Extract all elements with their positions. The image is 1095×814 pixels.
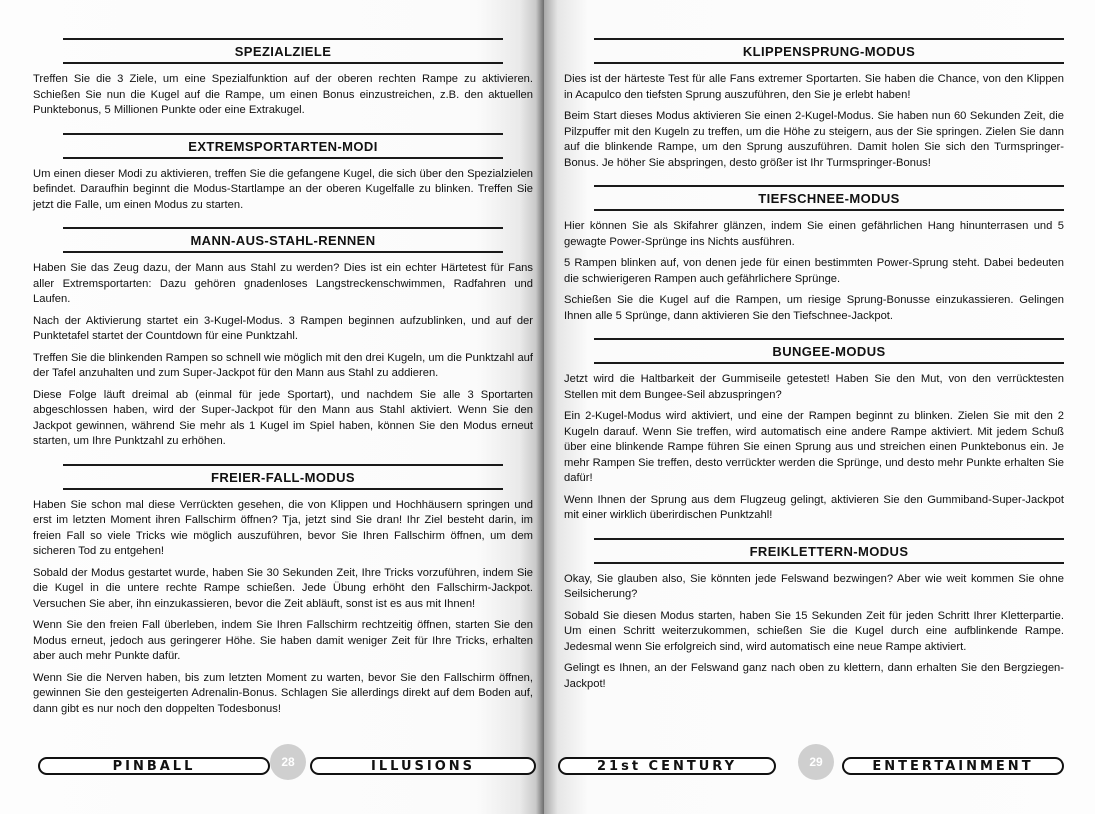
paragraph: Haben Sie das Zeug dazu, der Mann aus Stahl zu werden? Dies ist ein echter Härtetest für Fans aller Extremsportarten: Dazu gehören gnadenloses Langstreckenschwimmen, Radfahren und Laufen. xyxy=(33,262,533,305)
section-klippensprung-modus xyxy=(564,38,1064,171)
left-footer xyxy=(38,754,533,776)
section-title: FREIER-FALL-MODUS xyxy=(210,469,355,485)
paragraph: Treffen Sie die blinkenden Rampen so schnell wie möglich mit den drei Kugeln, um die Punktzahl auf der Tafel anzuhalten und zum Super-Jackpot für den Mann aus Stahl zu addieren. xyxy=(33,351,533,379)
paragraph: Treffen Sie die 3 Ziele, um eine Spezialfunktion auf der oberen rechten Rampe zu aktivieren. Schießen Sie nun die Kugel auf die Rampe, um einen Bonus einzustreichen, z.B. den aktuellen Punktebonus, 5 Millionen Punkte oder eine Extrakugel. xyxy=(33,73,533,116)
section-title: FREIKLETTERN-MODUS xyxy=(749,543,909,559)
section-title: KLIPPENSPRUNG-MODUS xyxy=(742,44,916,59)
section-heading xyxy=(33,38,533,64)
page-number-29: 29 xyxy=(798,744,834,780)
footer-bar-entertainment: ENTERTAINMENT xyxy=(842,757,1064,775)
section-title: EXTREMSPORTARTEN-MODI xyxy=(188,138,378,154)
heading-rule-bottom xyxy=(63,157,503,159)
section-heading xyxy=(33,227,533,253)
section-heading xyxy=(33,464,533,490)
section-extremsportarten-modi xyxy=(33,133,533,214)
heading-rule-bottom xyxy=(594,362,1064,364)
section-bungee-modus xyxy=(564,338,1064,524)
section-heading xyxy=(564,185,1064,211)
paragraph: Hier können Sie als Skifahrer glänzen, indem Sie einen gefährlichen Hang hinunterrasen und 5 gewagte Power-Sprünge ins Nichts ausführen. xyxy=(564,220,1064,248)
page-number-28: 28 xyxy=(270,744,306,780)
heading-rule-bottom xyxy=(594,562,1064,564)
paragraph: Sobald Sie diesen Modus starten, haben Sie 15 Sekunden Zeit für jeden Schritt Ihrer Kletterpartie. Um einen Schritt weiterzukommen, schießen Sie die Kugel durch eine aufblinkende Rampe. Jedesmal wenn Sie erfolgreich sind, wird automatisch eine neue Rampe aktiviert. xyxy=(564,609,1064,653)
right-page xyxy=(544,0,1095,814)
paragraph: Jetzt wird die Haltbarkeit der Gummiseile getestet! Haben Sie den Mut, von den verrücktesten Stellen mit dem Bungee-Seil abzuspringen? xyxy=(564,373,1064,401)
right-footer xyxy=(558,754,1063,776)
heading-rule-bottom xyxy=(63,251,503,253)
section-freier-fall-modus xyxy=(33,464,533,718)
footer-bar-21st-century: 21st CENTURY xyxy=(558,757,776,775)
footer-bar-pinball: PINBALL xyxy=(38,757,270,775)
heading-rule-bottom xyxy=(63,488,503,490)
heading-rule-bottom xyxy=(594,209,1064,211)
paragraph: Ein 2-Kugel-Modus wird aktiviert, und eine der Rampen beginnt zu blinken. Zielen Sie mit den 2 Kugeln darauf. Wenn Sie treffen, wird automatisch eine andere Rampe aktiviert. Mit jedem Schuß über eine blinkende Rampe führen Sie einen Sprung aus und streichen einen Punktebonus ein. Je mehr Rampen Sie treffen, desto verrückter werden die Sprünge, und desto mehr Punkte erhalten Sie dafür! xyxy=(564,410,1064,484)
paragraph: Beim Start dieses Modus aktivieren Sie einen 2-Kugel-Modus. Sie haben nun 60 Sekunden Zeit, die Pilzpuffer mit den Kugeln zu treffen, um die Höhe zu steigern, aus der Sie springen. Zielen Sie dann auf die blinkende Rampe, um den Sprung auszuführen. Damit holen Sie sich den Turmspringer-Bonus. Je höher Sie abspringen, desto größer ist Ihr Turmspringer-Bonus! xyxy=(564,110,1064,169)
paragraph: Schießen Sie die Kugel auf die Rampen, um riesige Sprung-Bonusse einzukassieren. Gelingen Ihnen alle 5 Sprünge, dann aktivieren Sie den Tiefschnee-Jackpot. xyxy=(564,294,1064,322)
section-heading xyxy=(33,133,533,159)
section-heading xyxy=(564,538,1064,564)
left-page xyxy=(0,0,542,814)
paragraph: Okay, Sie glauben also, Sie könnten jede Felswand bezwingen? Aber wie weit kommen Sie ohne Seilsicherung? xyxy=(564,572,1064,600)
paragraph: Sobald der Modus gestartet wurde, haben Sie 30 Sekunden Zeit, Ihre Tricks vorzuführen, indem Sie die Kugel in die untere rechte Rampe schießen. Jede Übung erhöht den Fallschirm-Jackpot. Versuchen Sie aber, ihn einzukassieren, bevor die Zeit abläuft, sonst ist es aus mit Ihnen! xyxy=(33,566,533,610)
paragraph: Diese Folge läuft dreimal ab (einmal für jede Sportart), und nachdem Sie alle 3 Sportarten abgeschlossen haben, wird der Super-Jackpot für den Mann aus Stahl aktiviert. Wenn Sie den Jackpot gewinnen, während Sie mehr als 1 Kugel im Spiel haben, können Sie den Modus erneut starten, um Ihre Punktzahl zu erhöhen. xyxy=(33,388,533,447)
paragraph: Nach der Aktivierung startet ein 3-Kugel-Modus. 3 Rampen beginnen aufzublinken, und auf der Punktetafel startet der Countdown für eine Punktzahl. xyxy=(33,314,533,342)
section-title: TIEFSCHNEE-MODUS xyxy=(758,191,900,206)
section-heading xyxy=(564,38,1064,64)
heading-rule-bottom xyxy=(63,62,503,64)
heading-rule-bottom xyxy=(594,62,1064,64)
section-freiklettern-modus xyxy=(564,538,1064,693)
paragraph: Wenn Sie die Nerven haben, bis zum letzten Moment zu warten, bevor Sie den Fallschirm öffnen, gewinnen Sie den gesteigerten Adrenalin-Bonus. Schlagen Sie allerdings direkt auf dem Boden auf, dann gibt es nur noch den doppelten Todesbonus! xyxy=(33,671,533,715)
paragraph: Gelingt es Ihnen, an der Felswand ganz nach oben zu klettern, dann erhalten Sie den Bergziegen-Jackpot! xyxy=(564,662,1064,690)
paragraph: Wenn Ihnen der Sprung aus dem Flugzeug gelingt, aktivieren Sie den Gummiband-Super-Jackpot mit einer wirklich überirdischen Punktzahl! xyxy=(564,493,1064,521)
section-tiefschnee-modus xyxy=(564,185,1064,324)
section-mann-aus-stahl-rennen xyxy=(33,227,533,450)
paragraph: Um einen dieser Modi zu aktivieren, treffen Sie die gefangene Kugel, die sich über den Spezialzielen befindet. Daraufhin beginnt die Modus-Startlampe an der oberen Kugelfalle zu blinken. Treffen Sie jetzt die Falle, um einen Modus zu starten. xyxy=(33,167,533,211)
section-title: BUNGEE-MODUS xyxy=(772,344,886,359)
right-page-content xyxy=(564,24,1064,702)
paragraph: 5 Rampen blinken auf, von denen jede für einen bestimmten Power-Sprung steht. Dabei bedeuten die schwierigeren Rampen auch gefährlichere Sprünge. xyxy=(564,257,1064,285)
footer-bar-illusions: ILLUSIONS xyxy=(310,757,536,775)
section-spezialziele xyxy=(33,38,533,119)
paragraph: Wenn Sie den freien Fall überleben, indem Sie Ihren Fallschirm rechtzeitig öffnen, starten Sie den Modus erneut, jedoch aus geringerer Höhe. Sie haben damit weniger Zeit für Ihre Tricks, erhalten aber auch mehr Punkte dafür. xyxy=(33,619,533,662)
section-heading xyxy=(564,338,1064,364)
left-page-content xyxy=(33,24,533,727)
section-title: SPEZIALZIELE xyxy=(234,44,332,59)
section-title: MANN-AUS-STAHL-RENNEN xyxy=(190,233,376,248)
paragraph: Dies ist der härteste Test für alle Fans extremer Sportarten. Sie haben die Chance, von den Klippen in Acapulco den tiefsten Sprung auszuführen, den Sie je erlebt haben! xyxy=(564,73,1064,101)
paragraph: Haben Sie schon mal diese Verrückten gesehen, die von Klippen und Hochhäusern springen und erst im letzten Moment ihren Fallschirm öffnen? Tja, jetzt sind Sie dran! Ihr Ziel besteht darin, im freien Fall so viele Tricks wie möglich auszuführen, bevor Sie Ihren Fallschirm öffnen, um dem sicheren Tod zu entgehen! xyxy=(33,498,533,557)
